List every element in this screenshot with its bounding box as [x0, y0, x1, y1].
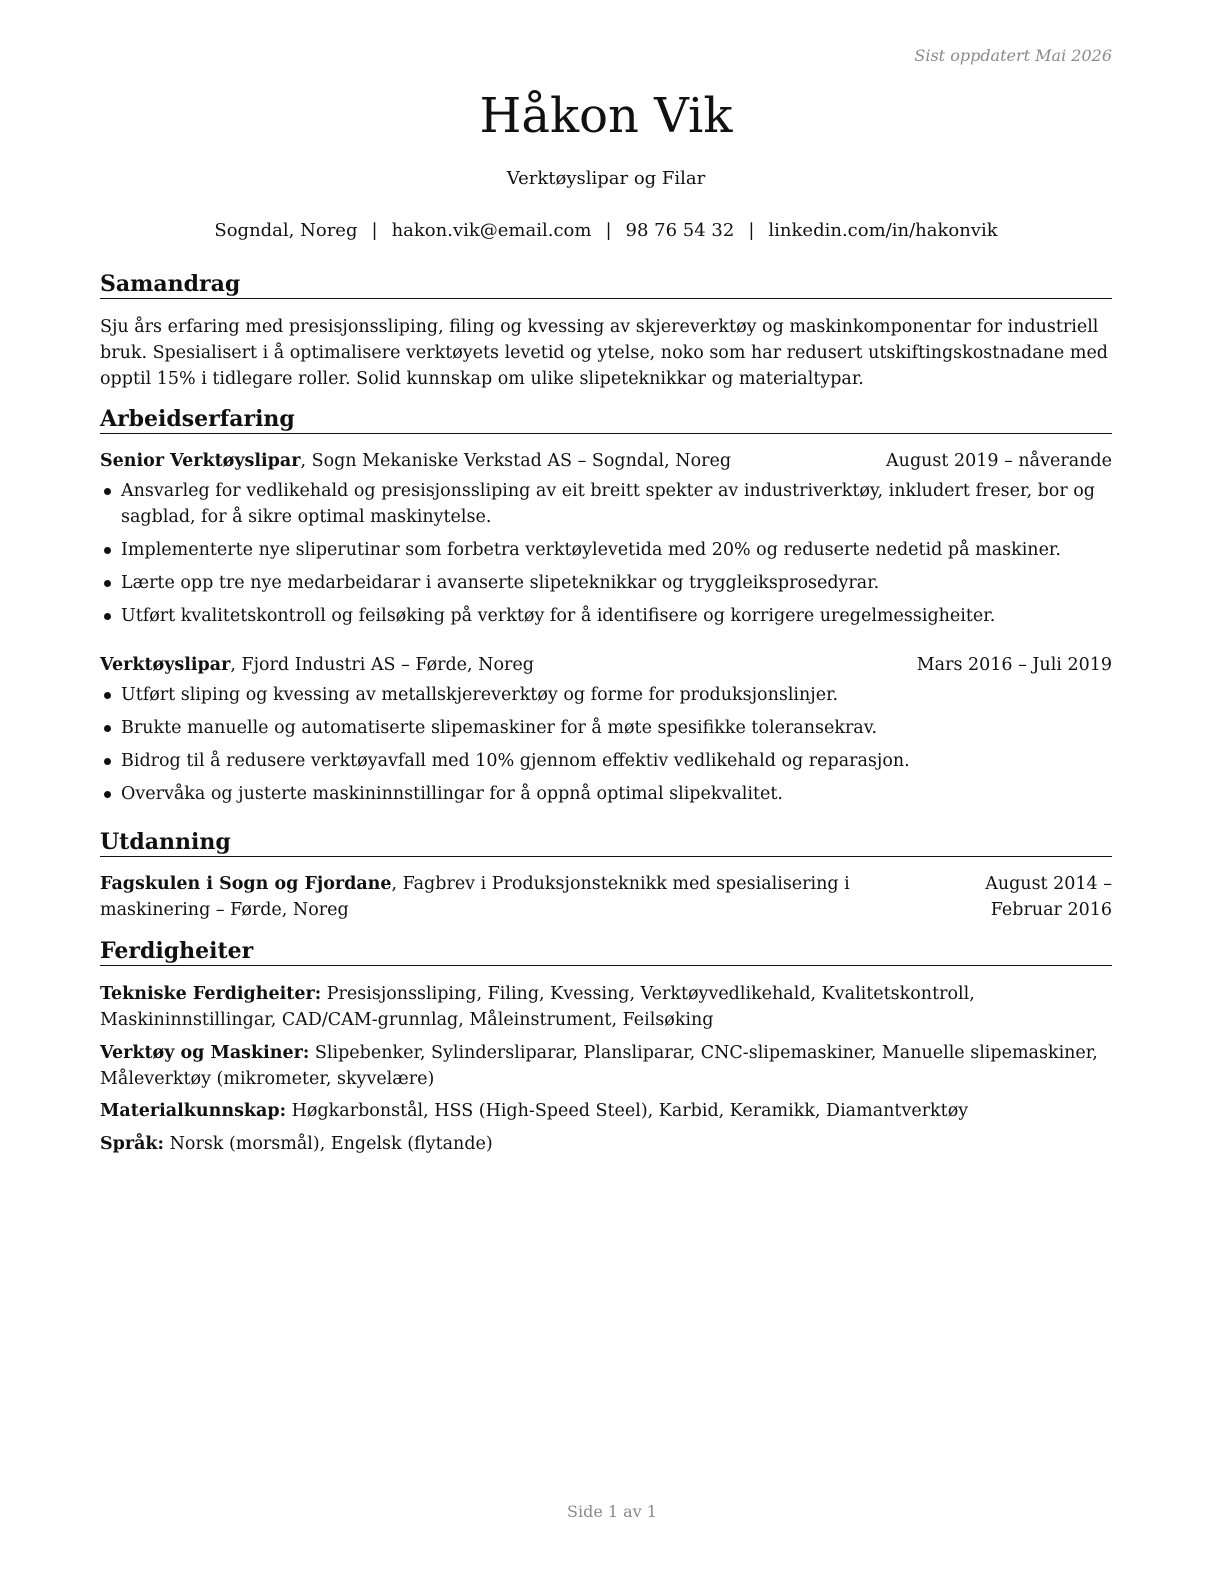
job-header — [100, 448, 1112, 474]
skill-group — [100, 1131, 1116, 1157]
list-item: Ansvarleg for vedlikehald og presisjonssliping av eit breitt spekter av industriverktøy, inkludert freser, bor og sagblad, for å sikre optimal maskinytelse. — [100, 478, 1116, 530]
education-school: Fagskulen i Sogn og Fjordane — [100, 874, 392, 894]
section-heading-summary: Samandrag — [100, 270, 1112, 299]
list-item: Brukte manuelle og automatiserte slipemaskiner for å møte spesifikke toleransekrav. — [100, 715, 1116, 741]
skill-value: Slipebenker, Sylindersliparar, Plansliparar, CNC-slipemaskiner, Manuelle slipemaskiner, Måleverktøy (mikrometer, skyvelære) — [100, 1043, 1098, 1089]
education-details — [100, 871, 940, 923]
job-employer: , Sogn Mekaniske Verkstad AS – Sogndal, Noreg — [300, 451, 732, 471]
skill-group — [100, 1098, 1116, 1124]
list-item: Bidrog til å redusere verktøyavfall med 10% gjennom effektiv vedlikehald og reparasjon. — [100, 748, 1116, 774]
contact-line — [100, 220, 1112, 241]
contact-linkedin[interactable]: linkedin.com/in/hakonvik — [768, 220, 998, 241]
skill-label: Språk: — [100, 1134, 165, 1154]
list-item: Implementerte nye sliperutinar som forbetra verktøylevetida med 20% og reduserte nedetid på maskiner. — [100, 537, 1116, 563]
job-bullets — [100, 478, 1116, 636]
section-heading-skills: Ferdigheiter — [100, 937, 1112, 966]
candidate-title: Verktøyslipar og Filar — [506, 168, 706, 189]
skill-value: Presisjonssliping, Filing, Kvessing, Verktøyvedlikehald, Kvalitetskontroll, Maskininnstillingar, CAD/CAM-grunnlag, Måleinstrument, Feilsøking — [100, 984, 975, 1030]
job-role: Verktøyslipar — [100, 655, 231, 675]
skill-value: Norsk (morsmål), Engelsk (flytande) — [169, 1134, 493, 1154]
list-item: Utført kvalitetskontroll og feilsøking på verktøy for å identifisere og korrigere uregelmessigheiter. — [100, 603, 1116, 629]
page-number: Side 1 av 1 — [567, 1502, 657, 1521]
list-item: Utført sliping og kvessing av metallskjereverktøy og forme for produksjonslinjer. — [100, 682, 1116, 708]
contact-separator: | — [605, 220, 612, 241]
candidate-name: Håkon Vik — [479, 88, 733, 144]
job-bullets — [100, 682, 1116, 814]
section-heading-education: Utdanning — [100, 828, 1112, 857]
skill-group — [100, 1040, 1116, 1092]
contact-phone: 98 76 54 32 — [625, 220, 735, 241]
skill-label: Verktøy og Maskiner: — [100, 1043, 310, 1063]
contact-separator: | — [748, 220, 755, 241]
contact-separator: | — [371, 220, 378, 241]
job-header — [100, 652, 1112, 678]
job-employer: , Fjord Industri AS – Førde, Noreg — [230, 655, 534, 675]
skill-label: Materialkunnskap: — [100, 1101, 287, 1121]
job-role: Senior Verktøyslipar — [100, 451, 301, 471]
section-heading-experience: Arbeidserfaring — [100, 405, 1112, 434]
list-item: Lærte opp tre nye medarbeidarar i avanserte slipeteknikkar og tryggleiksprosedyrar. — [100, 570, 1116, 596]
job-dates: August 2019 – nåverande — [886, 451, 1112, 471]
contact-email[interactable]: hakon.vik@email.com — [391, 220, 592, 241]
last-updated: Sist oppdatert Mai 2026 — [914, 46, 1112, 65]
contact-location: Sogndal, Noreg — [214, 220, 358, 241]
job-dates: Mars 2016 – Juli 2019 — [916, 655, 1112, 675]
education-dates: August 2014 – Februar 2016 — [985, 874, 1112, 920]
skill-value: Høgkarbonstål, HSS (High-Speed Steel), Karbid, Keramikk, Diamantverktøy — [291, 1101, 969, 1121]
education-degree: , Fagbrev i Produksjonsteknikk med spesialisering i maskinering – Førde, Noreg — [100, 874, 850, 920]
skill-label: Tekniske Ferdigheiter: — [100, 984, 322, 1004]
skill-group — [100, 981, 1116, 1033]
list-item: Overvåka og justerte maskininnstillingar for å oppnå optimal slipekvalitet. — [100, 781, 1116, 807]
summary-text: Sju års erfaring med presisjonssliping, filing og kvessing av skjereverktøy og maskinkomponentar for industriell bruk. Spesialisert i å optimalisere verktøyets levetid og ytelse, noko som har redusert utskiftingskostnadane med opptil 15% i tidlegare roller. Solid kunnskap om ulike slipeteknikkar og materialtypar. — [100, 317, 1109, 389]
